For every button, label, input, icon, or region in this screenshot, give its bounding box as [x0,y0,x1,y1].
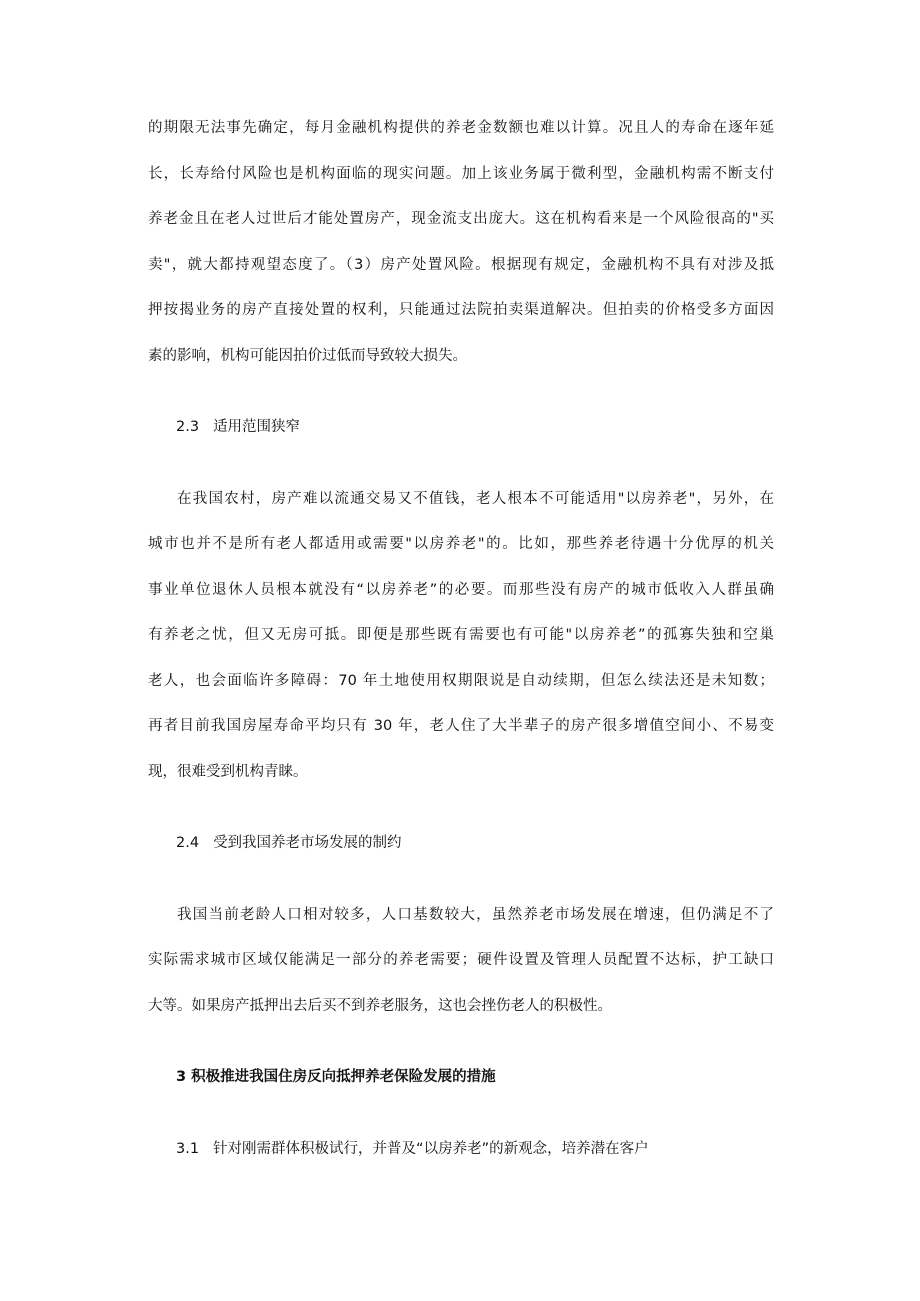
paragraph-line: 老人，也会面临许多障碍：70 年土地使用权期限说是自动续期，但怎么续法还是未知数； [148,672,774,689]
paragraph [148,905,774,1016]
section-heading-3-1 [148,1139,774,1159]
paragraph-line: 再者目前我国房屋寿命平均只有 30 年，老人住了大半辈子的房产很多增值空间小、不易变 [148,718,774,734]
paragraph-line: 有养老之忧，但又无房可抵。即便是那些既有需要也有可能"以房养老”的孤寡失独和空巢 [148,627,774,643]
paragraph-line: 大等。如果房产抵押出去后买不到养老服务，这也会挫伤老人的积极性。 [148,997,612,1014]
document-page [148,118,774,1159]
section-heading-2-3 [148,417,774,437]
section-number: 2.3 [176,419,200,435]
paragraph-line: 的期限无法事先确定，每月金融机构提供的养老金数额也难以计算。况且人的寿命在逐年延 [148,120,774,136]
section-number: 2.4 [176,835,200,851]
paragraph-line: 现，很难受到机构青睐。 [148,763,308,780]
paragraph-line: 押按揭业务的房产直接处置的权利，只能通过法院拍卖渠道解决。但拍卖的价格受多方面因 [148,302,774,318]
section-title: 针对刚需群体积极试行，并普及“以房养老”的新观念，培养潜在客户 [213,1140,649,1157]
section-title: 受到我国养老市场发展的制约 [213,835,402,851]
paragraph-line: 城市也并不是所有老人都适用或需要"以房养老"的。比如，那些养老待遇十分优厚的机关 [148,536,774,552]
section-number: 3.1 [176,1140,200,1157]
paragraph-line: 我国当前老龄人口相对较多，人口基数较大，虽然养老市场发展在增速，但仍满足不了 [177,906,774,923]
paragraph-line: 养老金且在老人过世后才能处置房产，现金流支出庞大。这在机构看来是一个风险很高的"买 [148,211,774,227]
paragraph [148,118,774,366]
paragraph-line: 长，长寿给付风险也是机构面临的现实问题。加上该业务属于微利型，金融机构需不断支付 [148,165,774,182]
section-heading-3: 3 积极推进我国住房反向抵押养老保险发展的措施 [176,1069,496,1085]
section-title: 适用范围狭窄 [213,419,301,435]
paragraph-line: 在我国农村，房产难以流通交易又不值钱，老人根本不可能适用"以房养老"，另外，在 [177,490,774,507]
paragraph-line: 事业单位退休人员根本就没有“以房养老”的必要。而那些没有房产的城市低收入人群虽确 [148,581,774,598]
paragraph-line: 实际需求城市区域仅能满足一部分的养老需要；硬件设置及管理人员配置不达标，护工缺口 [148,952,774,968]
paragraph [148,489,774,782]
paragraph-line: 素的影响，机构可能因拍价过低而导致较大损失。 [148,347,467,364]
section-heading-2-4 [148,833,774,853]
paragraph-line: 卖"，就大都持观望态度了。（3）房产处置风险。根据现有规定，金融机构不具有对涉及抵 [148,256,774,273]
